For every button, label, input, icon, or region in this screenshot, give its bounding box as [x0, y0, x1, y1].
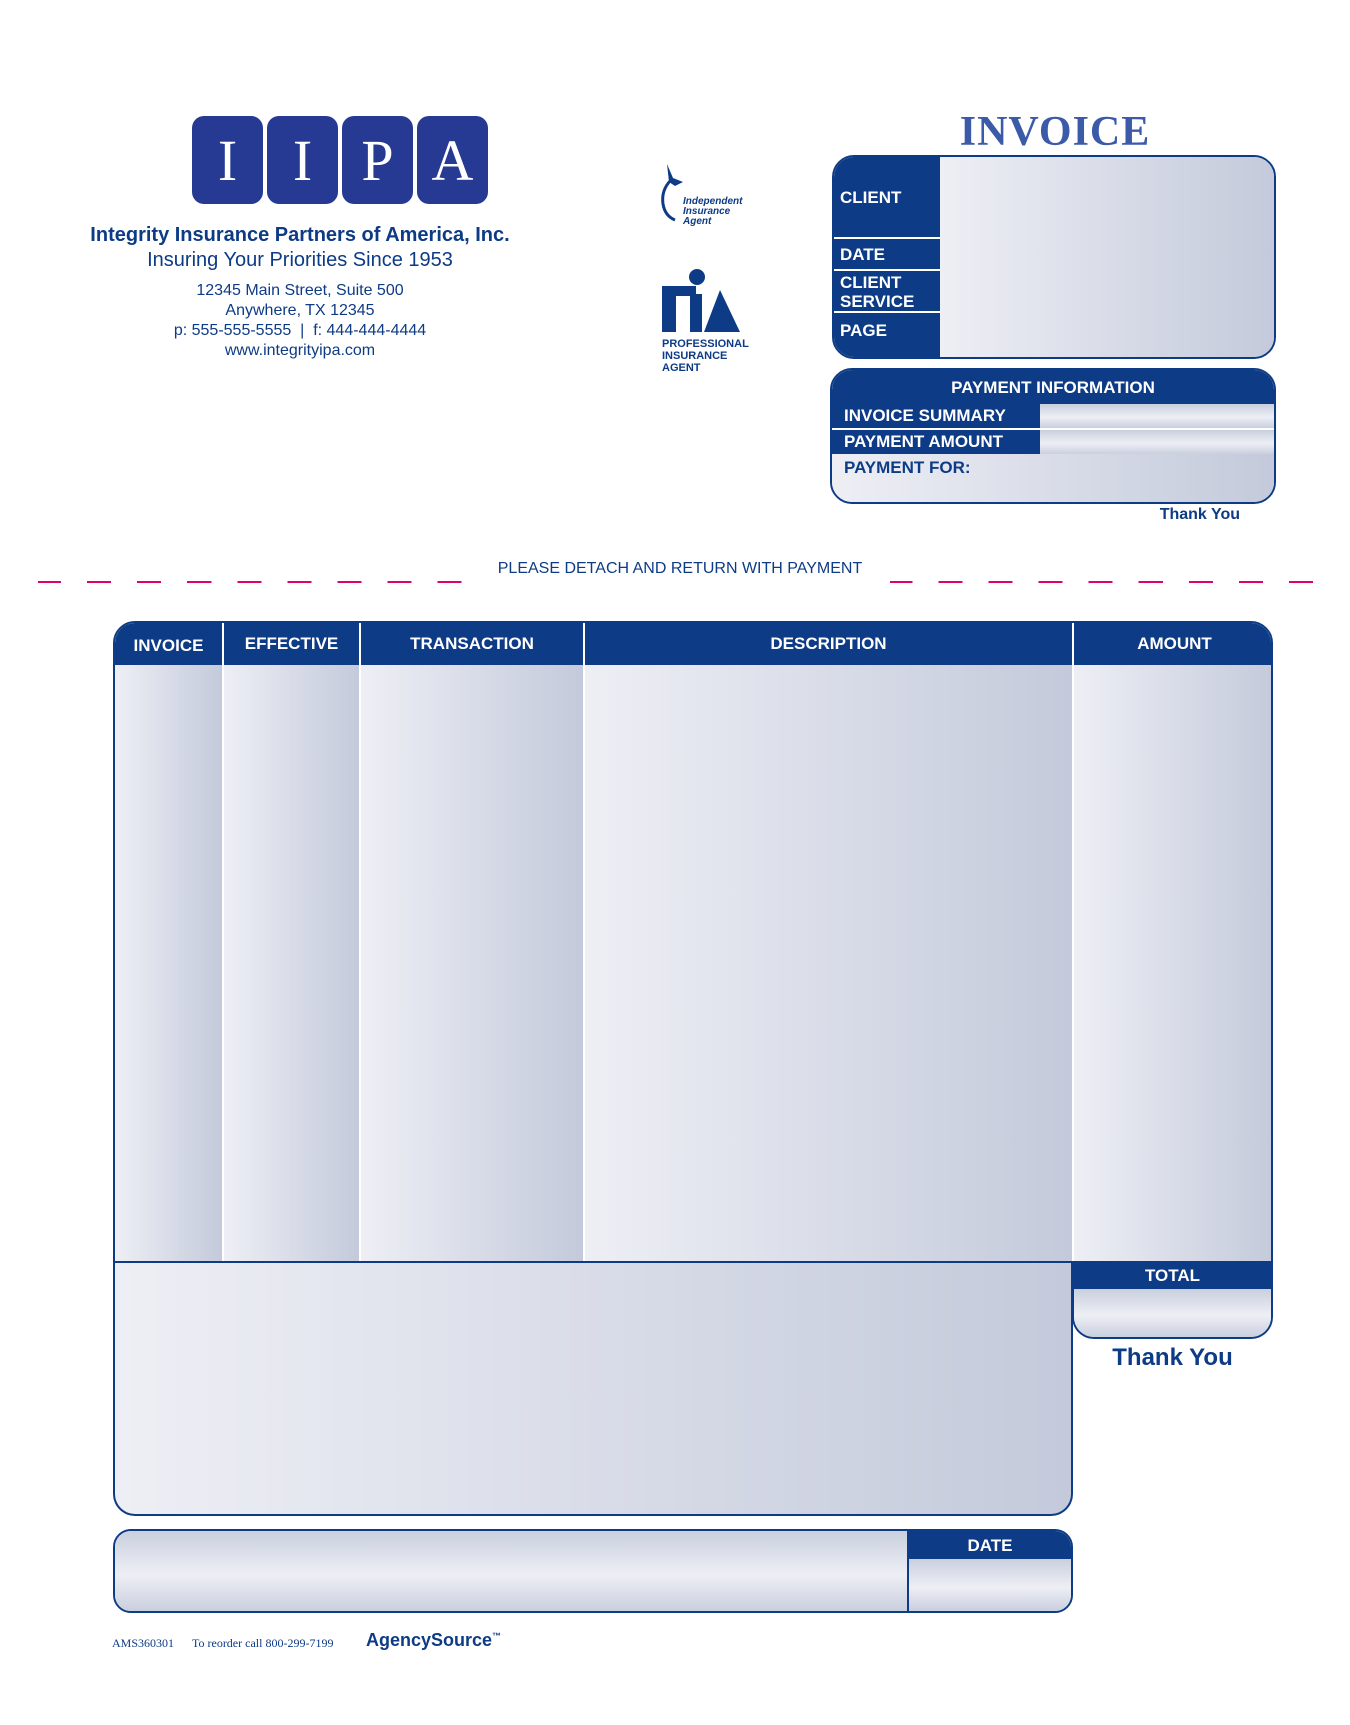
col-header-amount: AMOUNT — [1074, 623, 1273, 665]
pia-text-3: AGENT — [662, 362, 701, 374]
page-title: INVOICE — [959, 109, 1151, 155]
client-service-line-1: CLIENT — [840, 273, 902, 292]
total-thank-you: Thank You — [1112, 1344, 1233, 1371]
col-body-description[interactable] — [585, 665, 1072, 1261]
col-header-description: DESCRIPTION — [585, 623, 1072, 665]
company-website: www.integrityipa.com — [224, 342, 376, 359]
col-header-invoice: INVOICE — [115, 623, 222, 665]
payment-for-label: PAYMENT FOR: — [844, 458, 971, 477]
total-box — [1072, 1263, 1273, 1339]
bottom-date-field[interactable] — [909, 1559, 1071, 1611]
logo-letter: I — [267, 116, 338, 204]
logo-letter: P — [342, 116, 413, 204]
bottom-date-label: DATE — [909, 1531, 1071, 1559]
pia-logo-icon — [662, 268, 742, 338]
company-address-2: Anywhere, TX 12345 — [225, 302, 375, 319]
detach-text: PLEASE DETACH AND RETURN WITH PAYMENT — [497, 560, 863, 577]
column-divider — [359, 623, 361, 1261]
reorder-text: To reorder call 800-299-7199 — [192, 1636, 334, 1650]
client-label: CLIENT — [834, 157, 940, 239]
client-fill-area[interactable] — [940, 157, 1274, 357]
brand-name: AgencySource — [366, 1630, 493, 1650]
col-body-invoice[interactable] — [115, 665, 222, 1261]
bottom-strip — [113, 1529, 1073, 1613]
invoice-summary-field[interactable] — [1040, 404, 1274, 428]
payment-thank-you: Thank You — [1159, 506, 1240, 523]
col-body-effective[interactable] — [224, 665, 359, 1261]
col-header-effective: EFFECTIVE — [224, 623, 359, 665]
iia-text: Independent Insurance Agent — [683, 196, 743, 227]
client-info-box — [832, 155, 1276, 359]
payment-info-box — [830, 368, 1276, 504]
form-code: AMS360301 — [112, 1636, 175, 1650]
logo-letter: A — [417, 116, 488, 204]
independent-agent-badge — [655, 160, 755, 235]
pia-badge — [662, 268, 752, 378]
col-body-amount[interactable] — [1074, 665, 1273, 1261]
brand-logo — [366, 1630, 501, 1651]
company-name: Integrity Insurance Partners of America, Inc. — [90, 224, 510, 246]
page-label: PAGE — [840, 321, 887, 340]
bottom-strip-field[interactable] — [115, 1531, 907, 1611]
company-phone-fax: p: 555-555-5555 | f: 444-444-4444 — [173, 322, 427, 339]
invoice-table — [113, 621, 1273, 1263]
client-service-label — [834, 271, 940, 313]
payment-info-header: PAYMENT INFORMATION — [832, 370, 1274, 404]
column-divider — [583, 623, 585, 1261]
client-service-line-2: SERVICE — [840, 292, 915, 311]
col-header-transaction: TRANSACTION — [361, 623, 583, 665]
invoice-summary-label: INVOICE SUMMARY — [832, 404, 1040, 428]
logo-letter: I — [192, 116, 263, 204]
total-label: TOTAL — [1074, 1263, 1271, 1289]
payment-amount-label: PAYMENT AMOUNT — [832, 430, 1040, 454]
brand-mark: ™ — [492, 1631, 502, 1641]
date-label: DATE — [834, 239, 940, 271]
message-area[interactable] — [113, 1261, 1073, 1516]
company-tagline: Insuring Your Priorities Since 1953 — [147, 249, 453, 271]
column-divider — [1072, 623, 1074, 1261]
total-field[interactable] — [1074, 1289, 1271, 1337]
company-address-1: 12345 Main Street, Suite 500 — [196, 282, 404, 299]
pia-text-1: PROFESSIONAL — [662, 338, 749, 350]
col-body-transaction[interactable] — [361, 665, 583, 1261]
pia-text-2: INSURANCE — [662, 350, 728, 362]
column-divider — [222, 623, 224, 1261]
payment-amount-field[interactable] — [1040, 430, 1274, 454]
